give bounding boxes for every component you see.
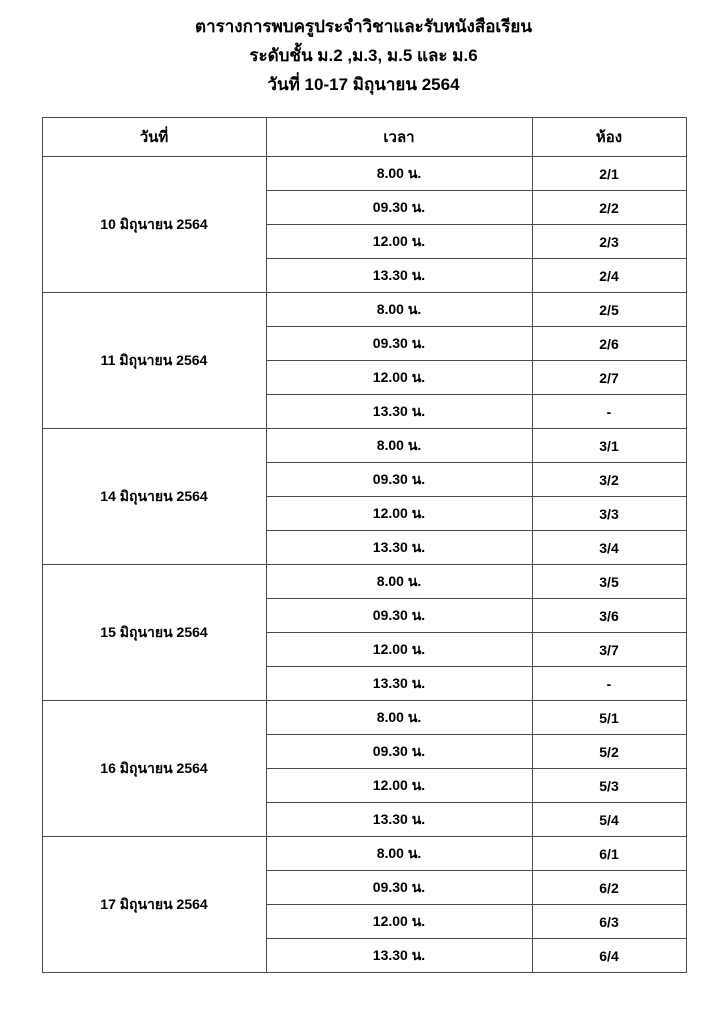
cell-room: 5/1 xyxy=(532,701,686,735)
cell-date: 11 มิถุนายน 2564 xyxy=(42,293,266,429)
cell-room: - xyxy=(532,395,686,429)
cell-room: 6/2 xyxy=(532,871,686,905)
cell-time: 13.30 น. xyxy=(266,259,532,293)
cell-time: 09.30 น. xyxy=(266,463,532,497)
schedule-table-body xyxy=(42,157,686,973)
cell-time: 8.00 น. xyxy=(266,837,532,871)
cell-room: 3/6 xyxy=(532,599,686,633)
cell-time: 12.00 น. xyxy=(266,633,532,667)
table-row xyxy=(42,293,686,327)
cell-time: 09.30 น. xyxy=(266,735,532,769)
cell-time: 13.30 น. xyxy=(266,939,532,973)
cell-room: 2/5 xyxy=(532,293,686,327)
cell-time: 09.30 น. xyxy=(266,599,532,633)
column-header-time: เวลา xyxy=(266,118,532,157)
page-title-line-3: วันที่ 10-17 มิถุนายน 2564 xyxy=(267,75,460,94)
cell-room: 2/4 xyxy=(532,259,686,293)
cell-room: 2/6 xyxy=(532,327,686,361)
schedule-table xyxy=(42,117,687,973)
table-row xyxy=(42,565,686,599)
cell-room: 3/4 xyxy=(532,531,686,565)
schedule-table-head xyxy=(42,118,686,157)
cell-room: 6/3 xyxy=(532,905,686,939)
cell-room: 5/3 xyxy=(532,769,686,803)
cell-room: 2/1 xyxy=(532,157,686,191)
cell-date: 17 มิถุนายน 2564 xyxy=(42,837,266,973)
cell-time: 13.30 น. xyxy=(266,803,532,837)
cell-time: 8.00 น. xyxy=(266,429,532,463)
column-header-date: วันที่ xyxy=(42,118,266,157)
table-row xyxy=(42,701,686,735)
cell-time: 13.30 น. xyxy=(266,667,532,701)
cell-time: 12.00 น. xyxy=(266,769,532,803)
cell-room: 3/7 xyxy=(532,633,686,667)
cell-time: 8.00 น. xyxy=(266,293,532,327)
cell-room: 2/3 xyxy=(532,225,686,259)
table-row xyxy=(42,157,686,191)
cell-date: 15 มิถุนายน 2564 xyxy=(42,565,266,701)
cell-time: 8.00 น. xyxy=(266,701,532,735)
cell-room: 6/1 xyxy=(532,837,686,871)
cell-room: 5/2 xyxy=(532,735,686,769)
cell-time: 13.30 น. xyxy=(266,395,532,429)
table-row xyxy=(42,837,686,871)
cell-room: 6/4 xyxy=(532,939,686,973)
cell-time: 09.30 น. xyxy=(266,871,532,905)
cell-room: 2/7 xyxy=(532,361,686,395)
cell-room: 3/1 xyxy=(532,429,686,463)
column-header-room: ห้อง xyxy=(532,118,686,157)
cell-time: 12.00 น. xyxy=(266,497,532,531)
cell-date: 14 มิถุนายน 2564 xyxy=(42,429,266,565)
cell-date: 16 มิถุนายน 2564 xyxy=(42,701,266,837)
cell-time: 8.00 น. xyxy=(266,157,532,191)
cell-time: 12.00 น. xyxy=(266,905,532,939)
table-row xyxy=(42,429,686,463)
schedule-table-wrapper xyxy=(42,117,686,973)
cell-time: 8.00 น. xyxy=(266,565,532,599)
cell-date: 10 มิถุนายน 2564 xyxy=(42,157,266,293)
cell-time: 09.30 น. xyxy=(266,191,532,225)
cell-time: 13.30 น. xyxy=(266,531,532,565)
cell-room: - xyxy=(532,667,686,701)
cell-room: 5/4 xyxy=(532,803,686,837)
cell-room: 3/2 xyxy=(532,463,686,497)
page-title-line-1: ตารางการพบครูประจำวิชาและรับหนังสือเรียน xyxy=(195,17,532,36)
cell-time: 09.30 น. xyxy=(266,327,532,361)
cell-room: 3/3 xyxy=(532,497,686,531)
page-title-line-2: ระดับชั้น ม.2 ,ม.3, ม.5 และ ม.6 xyxy=(249,46,478,65)
cell-time: 12.00 น. xyxy=(266,361,532,395)
cell-time: 12.00 น. xyxy=(266,225,532,259)
cell-room: 2/2 xyxy=(532,191,686,225)
document-title-block xyxy=(0,0,727,99)
table-header-row xyxy=(42,118,686,157)
cell-room: 3/5 xyxy=(532,565,686,599)
